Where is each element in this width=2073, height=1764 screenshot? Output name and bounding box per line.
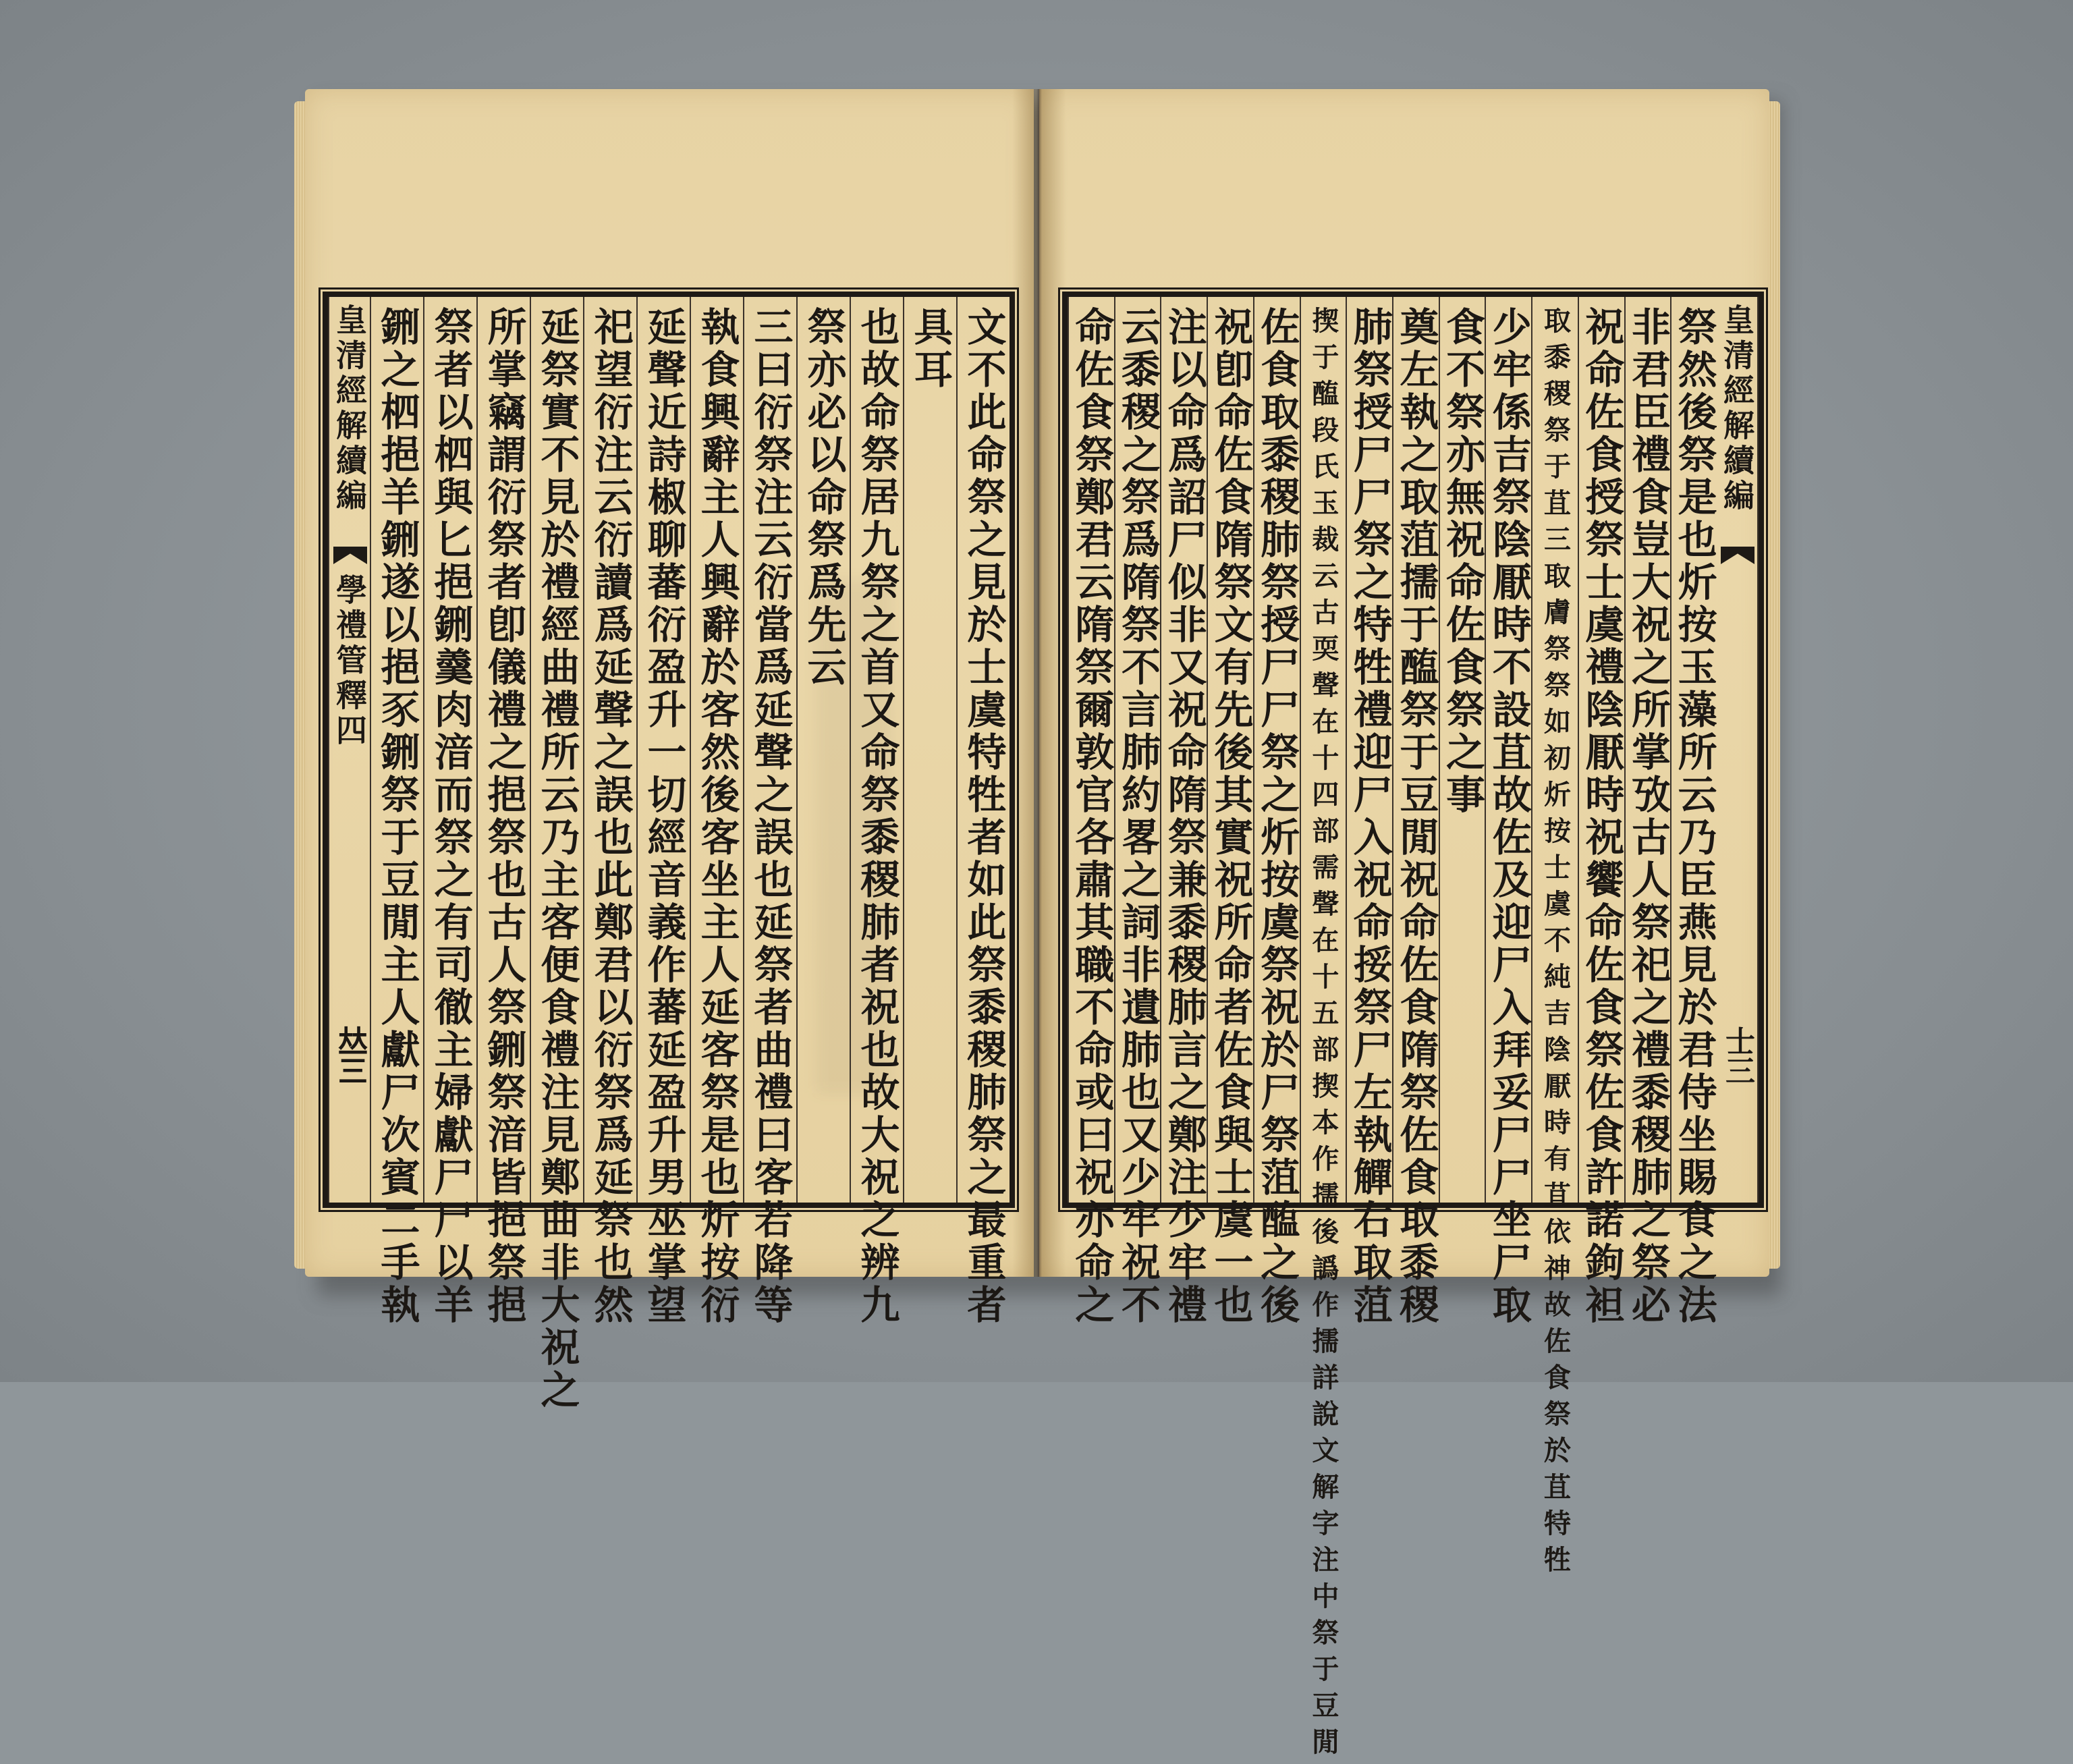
column-text: 非君臣禮食豈大祝之所掌攷古人祭祀之禮黍稷肺之祭必: [1624, 306, 1671, 1327]
left-page-banner-column: [328, 297, 370, 1203]
column-text: 祝卽命佐食隋祭文有先後其實祝所命者佐食與士虞一也: [1207, 306, 1254, 1327]
column-text: 揳于醢段氏玉裁云古耎聲在十四部需聲在十五部揳本作擩後譌作擩詳說文解字注中祭于豆閒: [1307, 306, 1339, 1764]
text-column: [1160, 297, 1207, 1327]
column-text: 三曰衍祭注云衍當爲延聲之誤也延祭者曲禮曰客若降等: [747, 306, 794, 1327]
text-column: [370, 297, 423, 1327]
text-column: [1300, 297, 1346, 1764]
text-column: [850, 297, 903, 1327]
column-text: 祭者以柶與匕挹鉶羹肉湆而祭之有司徹主婦獻尸尸以羊: [427, 306, 474, 1327]
column-text: 祀望衍注云衍讀爲延聲之誤也此鄭君以衍祭爲延祭也然: [587, 306, 634, 1327]
text-column: [530, 297, 583, 1412]
text-column: [423, 297, 476, 1327]
text-column: [1114, 297, 1161, 1327]
text-column: [1068, 297, 1115, 1327]
column-text: 佐食取黍稷肺祭授尸尸祭之炘按虞祭祝於尸祭菹醢之後: [1254, 306, 1300, 1327]
text-column: [636, 297, 690, 1327]
right-folio-number: 士三: [1720, 1026, 1754, 1085]
text-column: [956, 297, 1010, 1327]
text-column: [1578, 297, 1625, 1327]
text-column: [690, 297, 743, 1327]
column-text: 祝命佐食授祭士虞禮陰厭時祝饗命佐食祭佐食許諾鉤袒: [1578, 306, 1625, 1327]
text-column: [1253, 297, 1300, 1327]
column-text: 肺祭授尸尸祭之特牲禮迎尸入祝命挼祭尸左執觶右取菹: [1346, 306, 1393, 1327]
text-column: [1392, 297, 1439, 1327]
text-column: [903, 297, 956, 1203]
right-page-banner-column: [1717, 297, 1759, 1203]
column-text: 延祭實不見於禮經曲禮所云乃主客便食禮注見鄭曲非大祝之: [534, 306, 580, 1412]
text-column: [1346, 297, 1393, 1327]
book-gutter: [1012, 89, 1066, 1277]
right-page-text-frame: [1062, 292, 1764, 1764]
text-column: [1439, 297, 1485, 1203]
left-banner-title: 皇清經解續編: [331, 304, 368, 514]
text-column: [583, 297, 636, 1327]
left-banner-subtitle: 學禮管釋四: [331, 574, 368, 749]
column-text: 也故命祭居九祭之首又命祭黍稷肺者祝也故大祝之辨九: [854, 306, 900, 1327]
right-page-stack-edge: [1768, 101, 1780, 1269]
text-column: [796, 297, 850, 1203]
right-banner-title: 皇清經解續編: [1719, 304, 1755, 514]
text-column: [1207, 297, 1254, 1327]
column-text: 具耳: [907, 306, 953, 391]
column-text: 注以命爲詔尸似非又祝命隋祭兼黍稷肺言之鄭注少牢禮: [1161, 306, 1207, 1327]
text-column: [743, 297, 796, 1327]
text-column: [476, 297, 530, 1327]
column-text: 祭亦必以命祭爲先云: [800, 306, 847, 689]
column-text: 祭然後祭是也炘按玉藻所云乃臣燕見於君侍坐賜食之法: [1671, 306, 1717, 1327]
text-column: [1624, 297, 1671, 1327]
text-column: [1670, 297, 1717, 1327]
column-text: 奠左執之取菹擩于醢祭于豆閒祝命佐食隋祭佐食取黍稷: [1393, 306, 1439, 1327]
column-text: 命佐食祭鄭君云隋祭爾敦官各肅其職不命或曰祝亦命之: [1068, 306, 1115, 1327]
column-text: 食不祭亦無祝命佐食祭之事: [1439, 306, 1486, 817]
fishtail-mark: [333, 547, 367, 564]
text-column: [1485, 297, 1532, 1327]
left-folio-number: 𠀤三: [333, 1026, 367, 1085]
column-text: 云黍稷之祭爲隋祭不言肺約畧之詞非遺肺也又少牢祝不: [1115, 306, 1161, 1327]
fishtail-mark: [1721, 547, 1754, 564]
column-text: 延聲近詩椒聊蕃衍盈升一切經音義作蕃延盈升男巫掌望: [640, 306, 687, 1327]
column-text: 少牢係吉祭陰厭時不設苴故佐及迎尸入拜妥尸尸坐尸取: [1485, 306, 1532, 1327]
column-text: 文不此命祭之見於士虞特牲者如此祭黍稷肺祭之最重者: [960, 306, 1007, 1327]
column-text: 執食興辭主人興辭於客然後客坐主人延客祭是也炘按衍: [694, 306, 740, 1327]
column-text: 鉶之柶挹羊鉶遂以挹豕鉶祭于豆閒主人獻尸次賓二手執: [374, 306, 420, 1327]
column-text: 所掌竊謂衍祭者卽儀禮之挹祭也古人祭鉶祭湆皆挹祭挹: [480, 306, 527, 1327]
column-text: 取黍稷祭于苴三取膚祭祭如初炘按士虞不純吉陰厭時有苴依神故佐食祭於苴特牲: [1539, 306, 1572, 1582]
text-column: [1531, 297, 1578, 1582]
left-page-text-frame: [323, 292, 1015, 1412]
